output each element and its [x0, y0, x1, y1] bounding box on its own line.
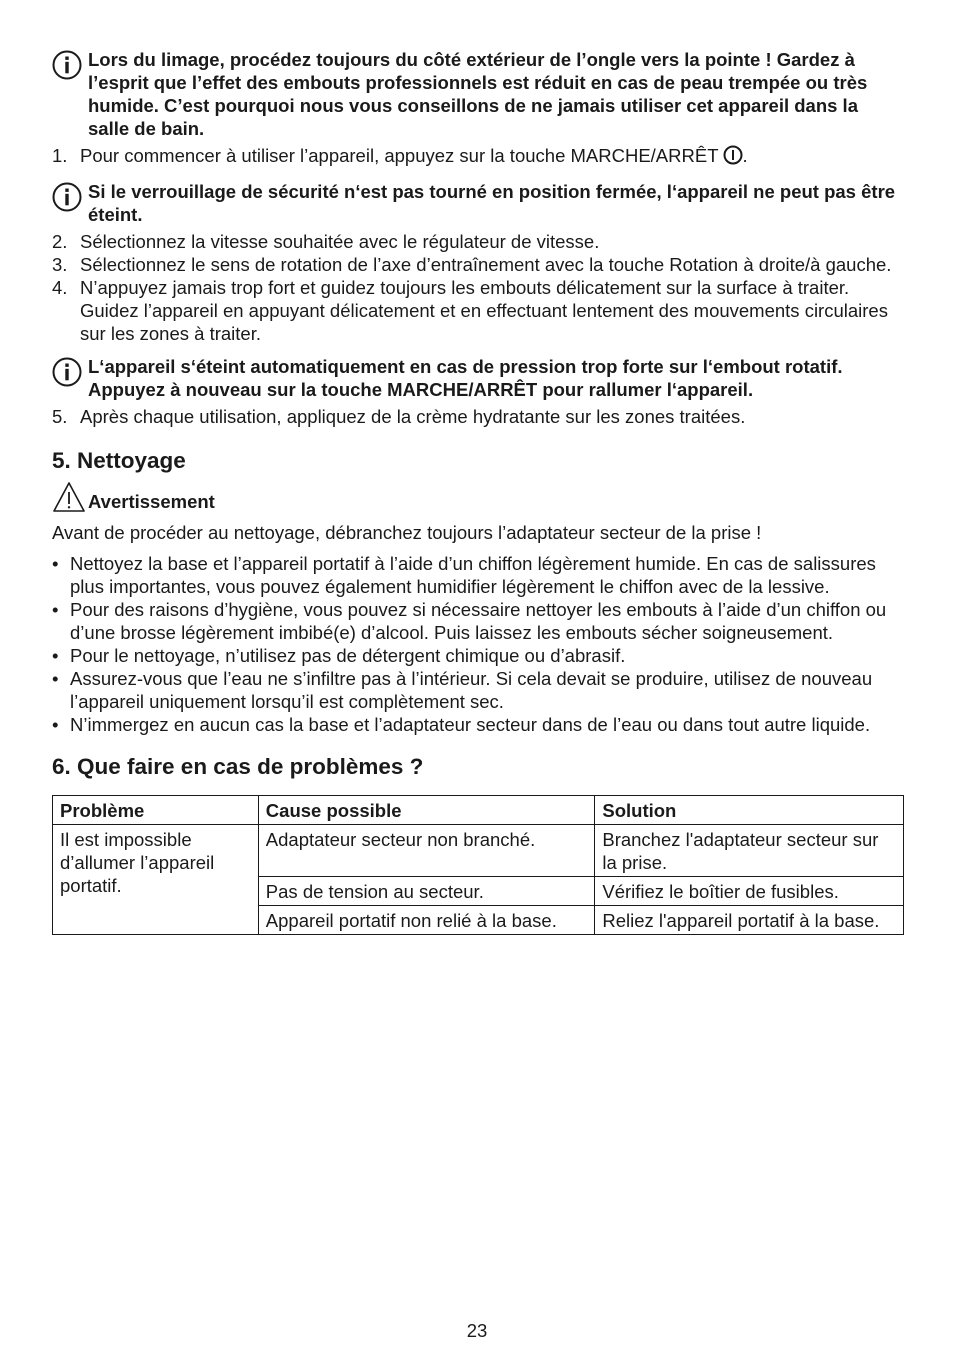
- table-row: [53, 825, 904, 877]
- step-number: 3.: [52, 254, 68, 275]
- page-number: 23: [466, 1320, 488, 1341]
- column-header: Solution: [595, 796, 904, 825]
- list-item: • Pour des raisons d’hygiène, vous pouvez si nécessaire nettoyer les embouts à l’aide d’un chiffon ou d’une brosse légèrement imbibé(e) d’alcool. Puis laissez les embouts sécher soigneusement.: [52, 599, 887, 643]
- cause-cell: Pas de tension au secteur.: [258, 877, 595, 906]
- note-text: L‘appareil s‘éteint automatiquement en cas de pression trop forte sur l‘embout rotatif. Appuyez à nouveau sur la touche MARCHE/ARRÊT pour rallumer l‘appareil.: [88, 356, 843, 400]
- list-item: • Nettoyez la base et l’appareil portatif à l’aide d’un chiffon légèrement humide. En cas de salissures plus importantes, vous pouvez également humidifier légèrement le chiffon avec de la lessive.: [52, 553, 876, 597]
- list-item: • Assurez-vous que l’eau ne s’infiltre pas à l’intérieur. Si cela devait se produire, utilisez de nouveau l’appareil uniquement lorsqu’il est complètement sec.: [52, 668, 873, 712]
- step-text: N’appuyez jamais trop fort et guidez toujours les embouts délicatement sur la surface à traiter. Guidez l’appareil en appuyant délicatement et en effectuant lentement des mouvements circulaires sur les zones à traiter.: [80, 277, 888, 344]
- warning-header: [52, 481, 904, 513]
- column-header: Cause possible: [258, 796, 595, 825]
- step-end: .: [742, 145, 748, 166]
- solution-cell: Reliez l'appareil portatif à la base.: [595, 906, 904, 935]
- step-text: Après chaque utilisation, appliquez de la crème hydratante sur les zones traitées.: [80, 406, 746, 427]
- step-number: 4.: [52, 277, 68, 298]
- warning-label: Avertissement: [88, 491, 215, 512]
- document-page: [52, 48, 904, 935]
- warning-text: Avant de procéder au nettoyage, débranchez toujours l’adaptateur secteur de la prise !: [52, 522, 762, 543]
- info-note-limage: [52, 48, 904, 140]
- solution-cell: Vérifiez le boîtier de fusibles.: [595, 877, 904, 906]
- warning-icon: [52, 481, 88, 513]
- table-header-row: [53, 796, 904, 825]
- info-icon: [52, 48, 88, 80]
- section-title-nettoyage: 5. Nettoyage: [52, 448, 186, 473]
- note-text: Lors du limage, procédez toujours du côté extérieur de l’ongle vers la pointe ! Gardez à l’esprit que l’effet des embouts professionnels est réduit en cas de peau trempée ou très humide. C’est pourquoi nous vous conseillons de ne jamais utiliser cet appareil dans la salle de bain.: [88, 49, 868, 139]
- step-text: Sélectionnez la vitesse souhaitée avec le régulateur de vitesse.: [80, 231, 600, 252]
- note-text: Si le verrouillage de sécurité n‘est pas tourné en position fermée, l‘appareil ne peut pas être éteint.: [88, 181, 896, 225]
- cause-cell: Adaptateur secteur non branché.: [258, 825, 595, 877]
- step-1: [52, 144, 904, 170]
- info-icon: [52, 180, 88, 212]
- step-4: [52, 276, 904, 345]
- step-number: 2.: [52, 231, 68, 252]
- list-item: • N’immergez en aucun cas la base et l’adaptateur secteur dans de l’eau ou dans tout autre liquide.: [52, 714, 871, 735]
- section-title-problemes: 6. Que faire en cas de problèmes ?: [52, 754, 424, 779]
- column-header: Problème: [53, 796, 259, 825]
- list-item: • Pour le nettoyage, n’utilisez pas de détergent chimique ou d’abrasif.: [52, 645, 626, 666]
- step-number: 1.: [52, 145, 68, 166]
- step-2: [52, 230, 904, 253]
- info-icon: [52, 355, 88, 387]
- step-3: [52, 253, 904, 276]
- solution-cell: Branchez l'adaptateur secteur sur la prise.: [595, 825, 904, 877]
- power-icon: [723, 145, 743, 170]
- troubleshooting-table: [52, 795, 904, 935]
- info-note-pression: [52, 355, 904, 401]
- step-5: [52, 405, 904, 428]
- problem-cell: Il est impossible d’allumer l’appareil portatif.: [53, 825, 259, 935]
- step-number: 5.: [52, 406, 68, 427]
- cause-cell: Appareil portatif non relié à la base.: [258, 906, 595, 935]
- step-text: Sélectionnez le sens de rotation de l’axe d’entraînement avec la touche Rotation à droite/à gauche.: [80, 254, 892, 275]
- cleaning-list: [52, 552, 904, 736]
- info-note-verrouillage: [52, 180, 904, 226]
- step-text: Pour commencer à utiliser l’appareil, appuyez sur la touche MARCHE/ARRÊT: [80, 145, 719, 166]
